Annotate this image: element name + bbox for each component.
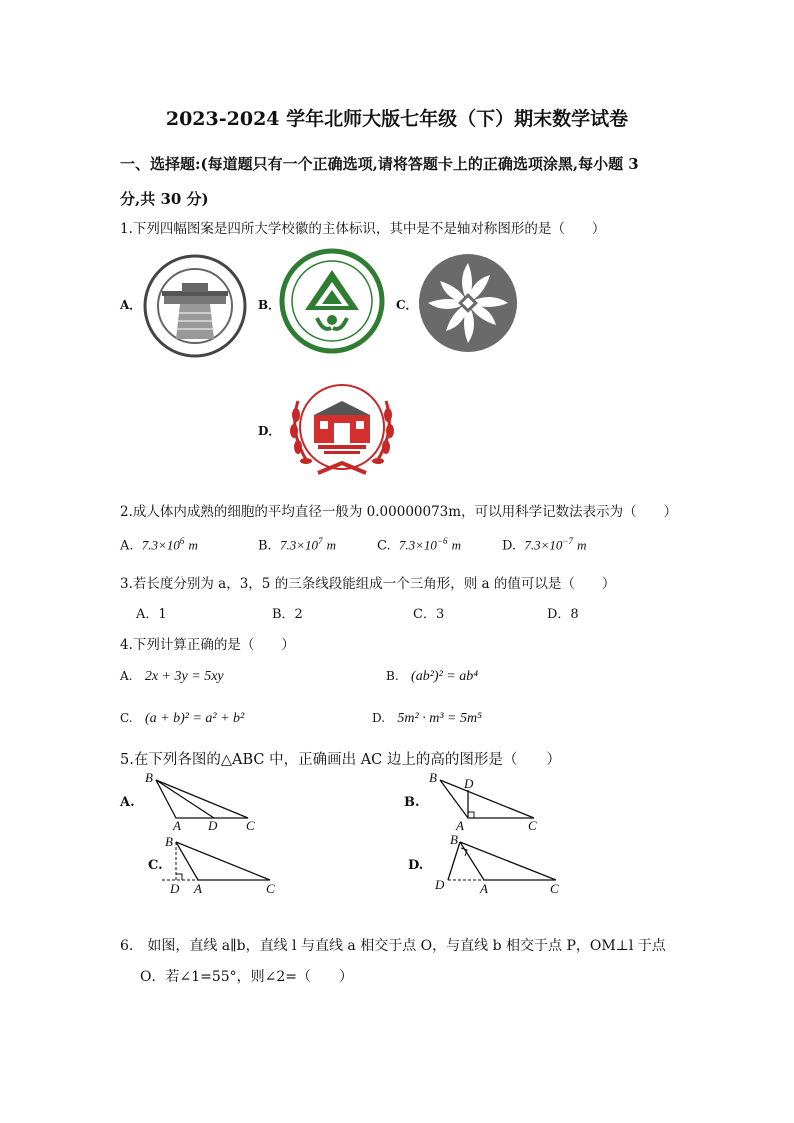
point-label: B (145, 770, 153, 785)
point-label: C (266, 881, 275, 896)
point-label: D (208, 818, 218, 833)
logo-d-icon (284, 371, 400, 485)
q1-label-a: A． (120, 298, 142, 312)
q2-option-d-exp: −7 (562, 536, 573, 546)
q1-label-b: B． (258, 298, 281, 312)
q5-figure-b (424, 770, 554, 835)
q2-option-b-exp: 7 (317, 536, 323, 546)
section-header-line1: 一、选择题:(每道题只有一个正确选项,请将答题卡上的正确选项涂黑,每小题 3 (120, 155, 639, 173)
q3-option-d[interactable]: D．8 (547, 607, 579, 622)
q2-option-a-label: A. (120, 538, 134, 554)
point-label: D (435, 877, 445, 892)
point-label: D (170, 881, 180, 896)
q5-label-b: B. (404, 795, 420, 810)
q4-option-b[interactable] (386, 669, 478, 685)
q4-option-d-label: D. (372, 711, 386, 725)
q4-option-c-expr: (a + b)² = a² + b² (144, 711, 245, 726)
q5-stem: 5.在下列各图的△ABC 中，正确画出 AC 边上的高的图形是（ ） (120, 752, 561, 768)
q2-option-b-label: B. (258, 538, 272, 554)
q1-label-d: D． (258, 424, 281, 438)
point-label: B (165, 834, 173, 849)
point-label: B (429, 770, 437, 785)
q5-figure-c (158, 830, 288, 898)
q4-option-d[interactable] (372, 711, 482, 727)
q2-option-a[interactable] (120, 536, 198, 553)
point-label: A (173, 818, 181, 833)
q2-stem: 2.成人体内成熟的细胞的平均直径一般为 0.00000073m，可以用科学记数法表示为（ ） (120, 504, 678, 520)
logo-c-icon (418, 253, 518, 353)
q5-label-a: A. (120, 795, 135, 810)
logo-a-icon (142, 253, 248, 359)
q2-option-d-label: D. (502, 538, 517, 554)
page-title: 2023-2024 学年北师大版七年级（下）期末数学试卷 (165, 108, 629, 130)
q5-figure-a (140, 770, 270, 835)
q2-option-a-unit: m (188, 537, 198, 553)
q1-stem: 1.下列四幅图案是四所大学校徽的主体标识，其中是不是轴对称图形的是（ ） (120, 221, 606, 237)
q2-option-d-unit: m (577, 537, 587, 553)
q4-stem: 4.下列计算正确的是（ ） (120, 637, 295, 653)
q2-option-b-unit: m (326, 537, 337, 553)
q4-option-c-label: C. (120, 711, 133, 725)
q4-option-b-label: B. (386, 669, 399, 683)
q5-label-c: C. (148, 858, 163, 873)
point-label: C (246, 818, 255, 833)
q2-option-c-label: C. (377, 538, 391, 554)
point-label: C (550, 881, 559, 896)
q4-option-b-expr: (ab²)² = ab⁴ (411, 669, 479, 684)
q4-option-a[interactable] (120, 669, 224, 685)
point-label: A (480, 881, 488, 896)
q2-option-d-coef: 7.3×10 (524, 537, 563, 553)
q4-option-d-expr: 5m² · m³ = 5m⁵ (397, 711, 482, 726)
q4-option-c[interactable] (120, 711, 244, 727)
q5-figure-d (430, 830, 565, 898)
q6-line2: O．若∠1=55°，则∠2=（ ） (140, 969, 354, 985)
point-label: B (450, 832, 458, 847)
q2-option-a-exp: 6 (179, 536, 185, 546)
q2-option-c-coef: 7.3×10 (398, 537, 437, 553)
q3-stem: 3.若长度分别为 a，3，5 的三条线段能组成一个三角形，则 a 的值可以是（ ） (120, 576, 616, 592)
q3-option-b[interactable]: B．2 (272, 607, 303, 622)
q2-option-c-exp: −6 (436, 536, 448, 546)
logo-b-icon (279, 248, 385, 354)
q2-option-c[interactable] (377, 536, 461, 553)
section-header-line2: 分,共 30 分) (120, 190, 209, 208)
point-label: C (528, 818, 537, 833)
q4-option-a-label: A. (120, 669, 133, 683)
q2-option-b-coef: 7.3×10 (279, 537, 318, 553)
q2-option-c-unit: m (451, 537, 462, 553)
point-label: A (194, 881, 202, 896)
point-label: D (464, 776, 474, 791)
q3-option-c[interactable]: C．3 (413, 607, 445, 622)
q1-label-c: C． (396, 298, 418, 312)
q3-option-a[interactable]: A．1 (136, 607, 167, 622)
q2-option-a-coef: 7.3×10 (141, 537, 180, 553)
q2-option-b[interactable] (258, 536, 336, 553)
point-label: A (456, 818, 464, 833)
q5-label-d: D. (408, 858, 424, 873)
q4-option-a-expr: 2x + 3y = 5xy (144, 669, 224, 684)
q6-line1: 6. 如图，直线 a∥b，直线 l 与直线 a 相交于点 O，与直线 b 相交于点 P，OM⊥l 于点 (120, 938, 666, 954)
q2-option-d[interactable] (502, 536, 587, 553)
